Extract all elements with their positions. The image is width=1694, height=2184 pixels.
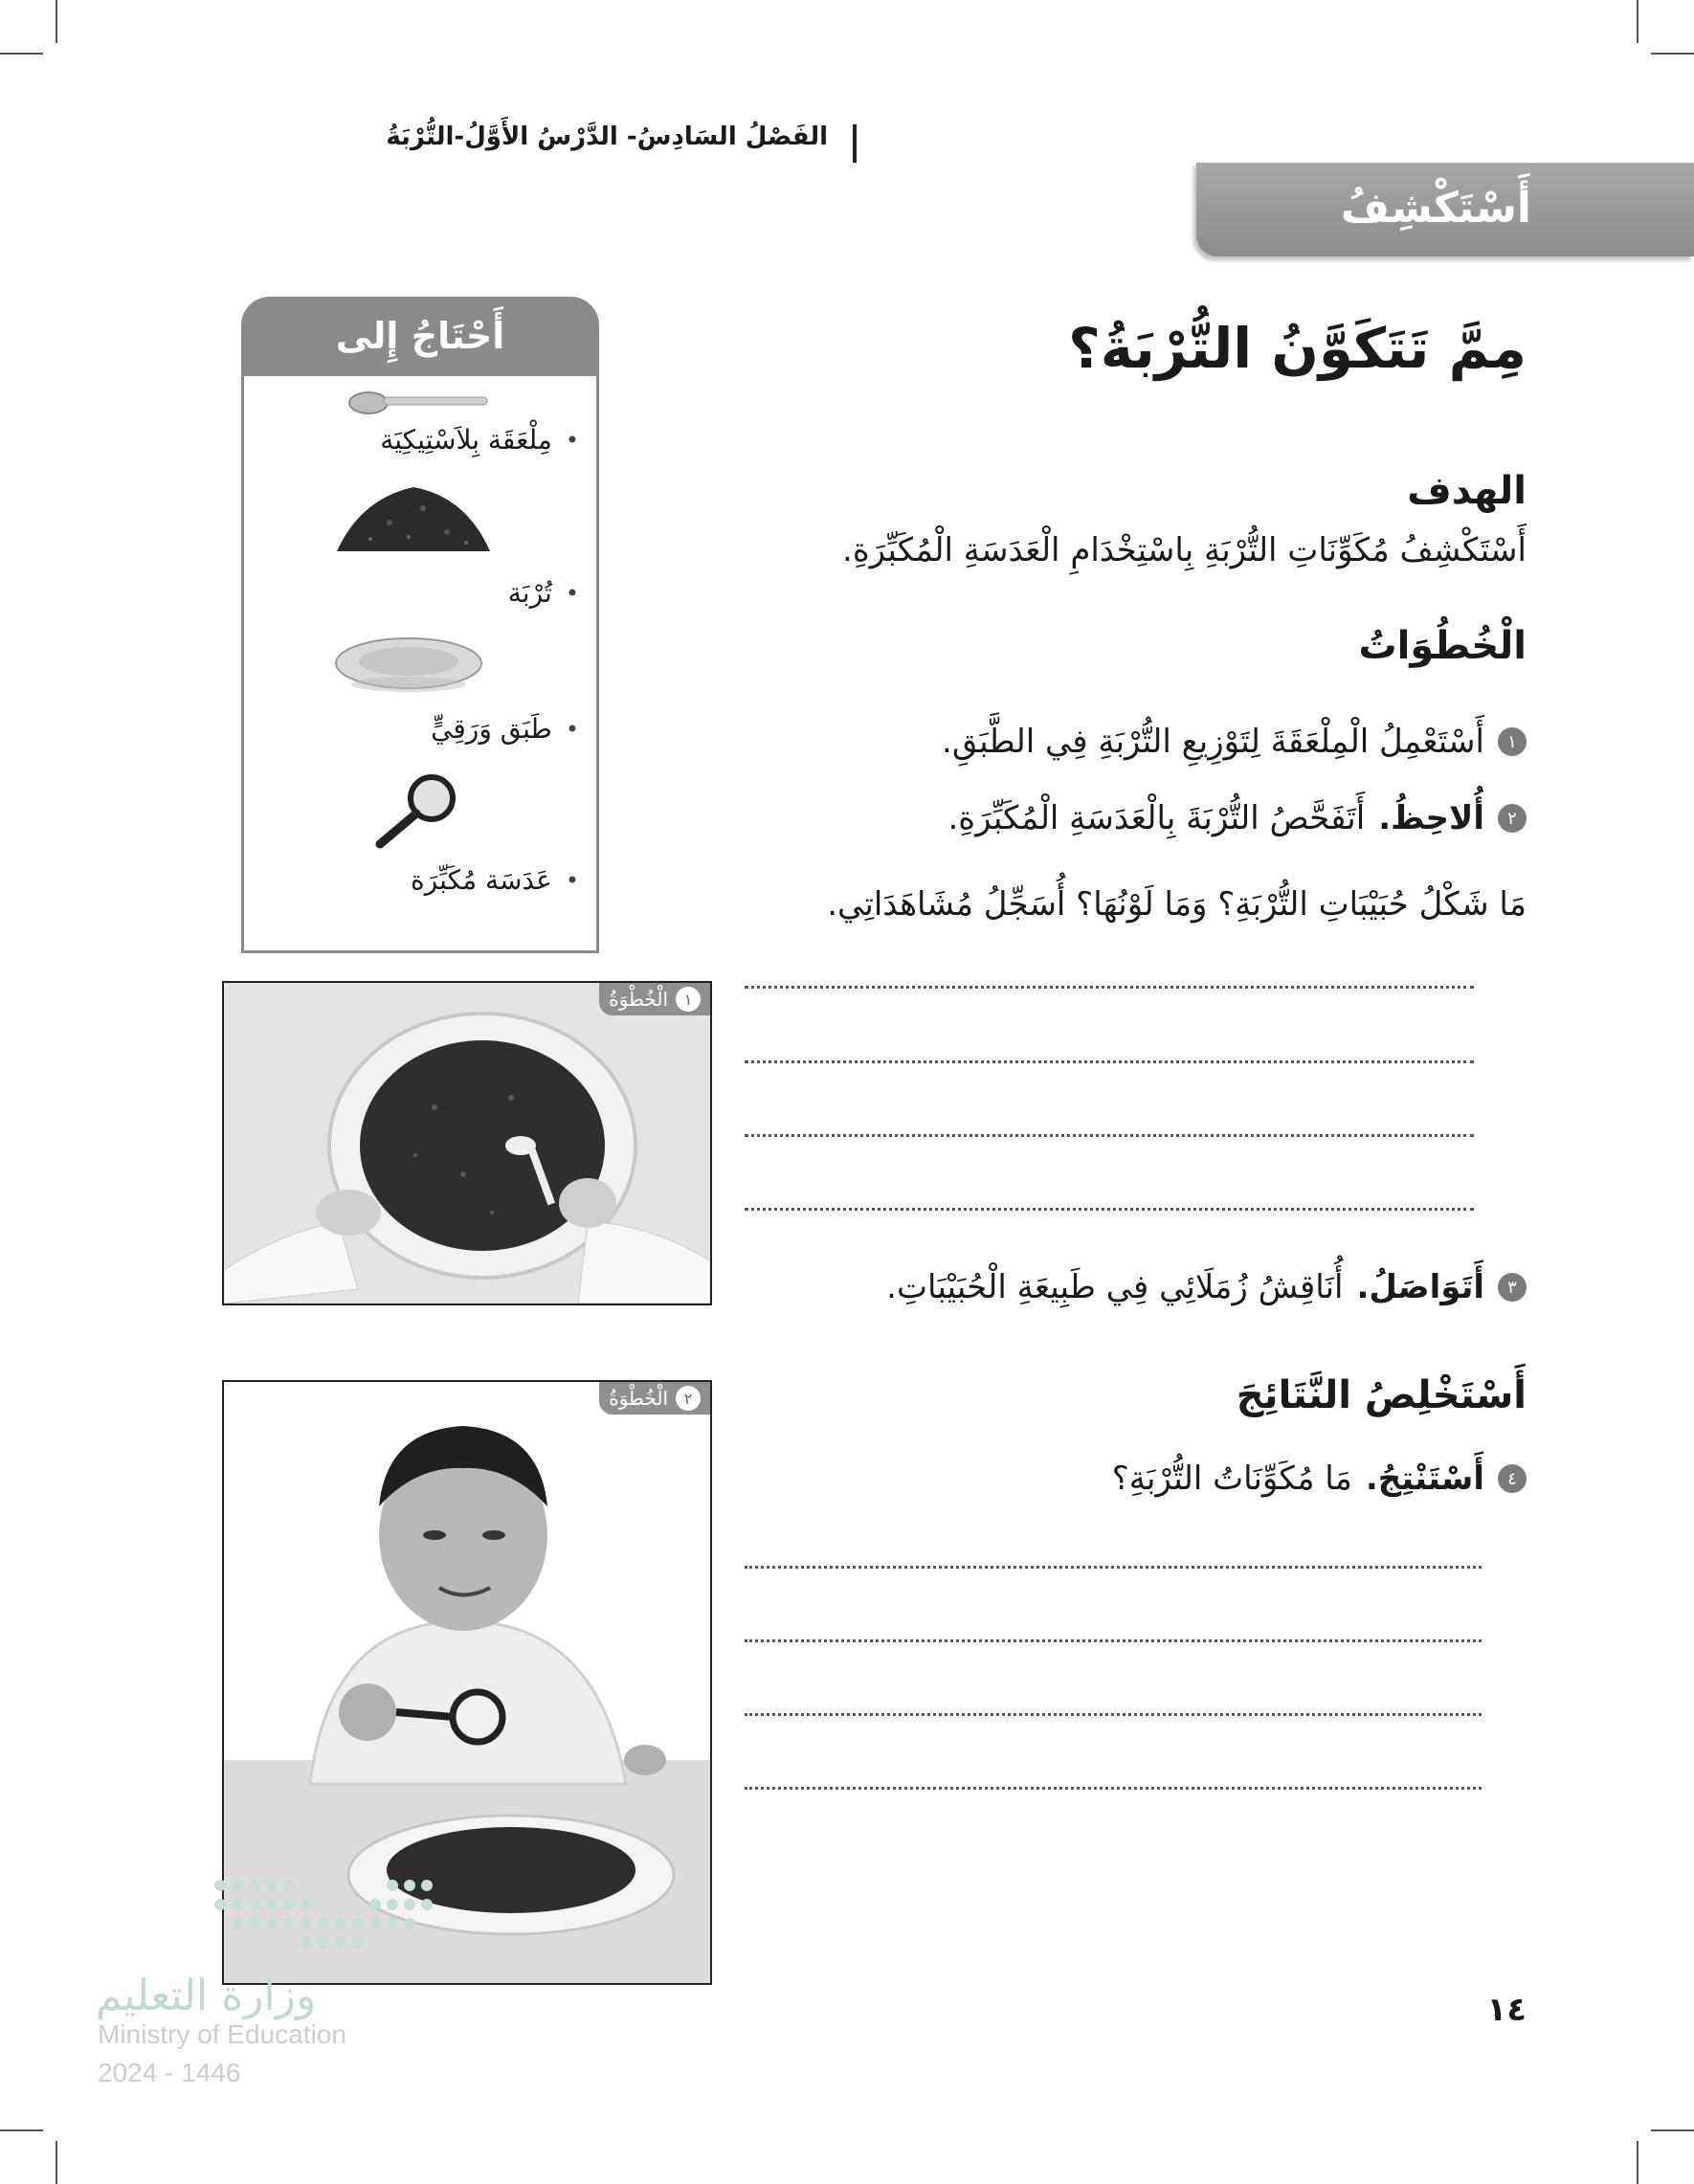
material-item <box>508 577 579 609</box>
step-number: ٤ <box>1498 1464 1527 1493</box>
photo-step-number: ٢ <box>676 1386 701 1411</box>
materials-box <box>241 297 599 953</box>
step-text: أُنَاقِشُ زُمَلَائِي فِي طَبِيعَةِ الْحُبَيْبَاتِ. <box>886 1268 1344 1306</box>
ministry-dots-logo <box>211 1866 450 1972</box>
step-4 <box>1112 1460 1527 1498</box>
header-divider <box>853 124 857 163</box>
plate-icon <box>332 635 485 696</box>
activity-question: مِمَّ تَتَكَوَّنُ التُّرْبَةُ؟ <box>1068 316 1527 381</box>
material-label: • تُرْبَة <box>507 577 552 609</box>
answer-line[interactable] <box>745 1134 1474 1137</box>
crop-mark <box>1651 2129 1694 2131</box>
ministry-name-ar: وزارة التعليم <box>96 1972 317 2020</box>
step-keyword: أَسْتَنْتِجُ. <box>1365 1460 1484 1498</box>
soil-bowl-photo <box>224 983 710 1304</box>
step-number: ٢ <box>1498 804 1527 833</box>
step-number: ٣ <box>1498 1273 1527 1302</box>
crop-mark <box>56 0 57 43</box>
material-item <box>380 424 579 456</box>
step-3 <box>886 1268 1527 1306</box>
crop-mark <box>1651 53 1694 55</box>
crop-mark <box>0 2129 43 2131</box>
observe-question: مَا شَكْلُ حُبَيْبَاتِ التُّرْبَةِ؟ وَمَا لَوْنُهَا؟ أُسَجِّلُ مُشَاهَدَاتِي. <box>827 885 1527 924</box>
photo-step-text: الْخُطْوَةُ <box>609 1387 668 1410</box>
answer-line[interactable] <box>745 1208 1474 1211</box>
step-1 <box>942 723 1527 761</box>
material-label: • عَدَسَة مُكَبِّرَة <box>411 864 552 896</box>
answer-line[interactable] <box>745 1566 1482 1569</box>
step-2 <box>948 799 1527 837</box>
ministry-name-en: Ministry of Education <box>98 2019 346 2049</box>
page-number: ١٤ <box>1486 1991 1527 2029</box>
magnifying-glass-icon <box>370 773 466 850</box>
conclusion-heading: أَسْتَخْلِصُ النَّتَائِجَ <box>1236 1373 1527 1417</box>
step-text: مَا مُكَوِّنَاتُ التُّرْبَةِ؟ <box>1111 1460 1352 1498</box>
soil-icon <box>332 479 495 556</box>
step-keyword: أَتَوَاصَلُ. <box>1356 1268 1484 1306</box>
photo-step-label <box>599 1382 710 1415</box>
material-label: • طَبَق وَرَقِيٍّ <box>431 713 552 745</box>
step-keyword: أُلاحِظُ. <box>1378 799 1484 837</box>
material-label: • مِلْعَقَة بِلاَسْتِيكِيَة <box>380 424 552 456</box>
photo-step-number: ١ <box>676 987 701 1012</box>
crop-mark <box>56 2141 57 2184</box>
steps-heading: الْخُطُوَاتُ <box>1358 624 1527 668</box>
material-item <box>411 864 579 896</box>
crop-mark <box>0 53 43 55</box>
section-tab-label: أَسْتَكْشِفُ <box>1340 184 1531 233</box>
step-text: أَسْتَعْمِلُ الْمِلْعَقَةَ لِتَوْزِيعِ التُّرْبَةِ فِي الطَّبَقِ. <box>942 723 1484 761</box>
material-item <box>431 713 579 745</box>
answer-line[interactable] <box>745 1060 1474 1063</box>
breadcrumb: الفَصْلُ السَادِسُ- الدَّرْسُ الأَوَّلُ-التُّرْبَةُ <box>386 123 828 151</box>
crop-mark <box>1637 0 1638 43</box>
answer-line[interactable] <box>745 1787 1482 1790</box>
answer-line[interactable] <box>745 1713 1482 1716</box>
photo-step-text: الْخُطْوَةُ <box>609 988 668 1011</box>
goal-heading: الهدف <box>1407 469 1527 513</box>
step-text: أَتَفَحَّصُ التُّرْبَةَ بِالْعَدَسَةِ الْمُكَبِّرَةِ. <box>947 799 1366 837</box>
step-number: ١ <box>1498 727 1527 756</box>
answer-line[interactable] <box>745 986 1474 989</box>
photo-step-label <box>599 983 710 1015</box>
crop-mark <box>1637 2141 1638 2184</box>
edition-year: 2024 - 1446 <box>98 2058 241 2087</box>
answer-line[interactable] <box>745 1639 1482 1642</box>
step-1-photo <box>222 981 712 1305</box>
section-tab <box>1196 163 1694 256</box>
goal-text: أَسْتَكْشِفُ مُكَوِّنَاتِ التُّرْبَةِ بِاسْتِخْدَامِ الْعَدَسَةِ الْمُكَبِّرَةِ. <box>842 531 1527 569</box>
materials-heading: أَحْتَاجُ إِلى <box>244 300 596 376</box>
spoon-icon <box>347 384 491 418</box>
